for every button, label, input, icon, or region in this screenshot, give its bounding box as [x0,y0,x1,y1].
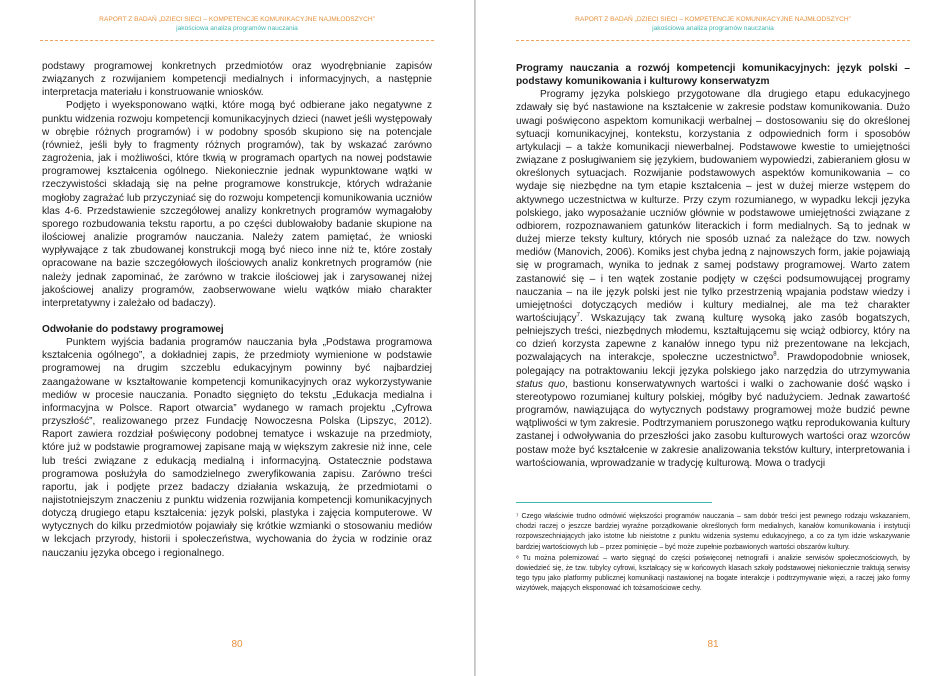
paragraph [516,88,910,470]
header-divider [40,40,434,41]
paragraph: Podjęto i wyeksponowano wątki, które mogą być odbierane jako negatywne z punktu widzenia rozwoju kompetencji komunikacyjnych dzieci (nawet jeśli występowały w obrębie różnych programów) i w podobny sposób skupiono się na potencjale (również, jeśli były to fragmenty różnych programów), tak by wskazać zarówno zagrożenia, jak i możliwości, które tkwią w programach opartych na nowej podstawie programowej kształcenia ogólnego. Niekoniecznie jednak wypunktowane wątki w rzeczywistości składają się na pełne programowe konstrukcje, których wdrażanie mogłoby zagrażać lub przyczyniać się do rozwoju kompetencji komunikowania uczniów klas 4-6. Przedstawienie szczegółowej analizy konkretnych programów wymagałoby sporego rozbudowania tekstu raportu, a po części dublowałoby badanie skupione na ilościowej analizie programów nauczania. Należy zatem pamiętać, że wnioski wypływające z tak zbudowanej konstrukcji mogą być nieco inne niż te, które zostały opracowane na bazie szczegółowych ilościowych analiz konkretnych programów (nie należy jednak zapominać, że zarówno w trakcie ilościowej jak i zarysowanej niżej jakościowej analizy programów, zaobserwowane wielu wątków miało charakter interpretatywny i zależało od badaczy). [42,100,432,309]
left-page [0,0,474,676]
text-run: . Wskazujący tak zwaną kulturę wysoką jako zasób bogatszych, pełniejszych treści, niezbędnych młodemu, kształtującemu się wciąż odbiorcy, który na co dzień korzysta zapewne z kanałów innego typu niż prezentowane na lekcjach, pozwalających na interakcje, społeczne uczestnictwo [516,312,910,364]
left-body-text [42,60,432,560]
right-body-text [516,62,910,470]
header-divider [516,40,910,41]
footnote-divider [516,502,712,503]
page-number: 80 [231,639,243,650]
paragraph: Punktem wyjścia badania programów nauczania była „Podstawa programowa kształcenia ogólnego”, a dokładniej zapis, że przedmioty wymienione w podstawie programowej na drugim szczeblu edukacyjnym powinny być najbardziej zaangażowane w kształtowanie kompetencji komunikacyjnych oraz wykorzystywanie mediów w procesie nauczania. Ponadto sięgnięto do tekstu „Edukacja medialna i informacyjna w Polsce. Raport otwarcia” wydanego w ramach projektu „Cyfrowa przyszłość”, realizowanego przez Fundację Nowoczesna Polska (Lipszyc, 2012). Raport zawiera rozdział poświęcony podobnej tematyce i wskazuje na przedmioty, które już w podstawie programowej zapisane mają w większym zakresie niż inne, cele lub treści związane z edukacją medialną i informacyjną. Ostatecznie podstawa programowa posłużyła do samodzielnego zweryfikowania zapisu. Zarówno treści raportu, jak i podjęte przez badaczy działania wskazują, że przedmiotami o najistotniejszym znaczeniu z punktu widzenia rozwijania kompetencji komunikacyjnych dotyczą drugiego etapu kształcenia: język polski, plastyka i zajęcia komputerowe. W wytycznych do kilku przedmiotów pojawiały się krótkie wzmianki o stosowaniu mediów w lekcjach przyrody, historii i społeczeństwa, wychowania do życia w rodzinie oraz nauczaniu języka obcego i regionalnego. [42,337,432,559]
page-header [516,15,910,33]
section-heading: Odwołanie do podstawy programowej [42,323,224,335]
footnote-ref: 7 [576,312,580,319]
text-run: . Prawdopodobnie wniosek, polegający na potraktowaniu lekcji języka polskiego jako narzędzia do utrzymywania [516,352,910,377]
page-header [40,15,434,33]
text-run: Programy języka polskiego przygotowane dla drugiego etapu edukacyjnego zdawały się być nastawione na kształcenie w zakresie podstaw komunikowania. Dużo uwagi poświęcono aspektom komunikacji werbalnej – dostosowaniu się do określonej sytuacji komunikacyjnej, kontekstu, korzystania z odpowiednich form i sposobów artykulacji – a także komunikacji niewerbalnej. Podstawowe kwestie to umiejętności związane z posługiwaniem się językiem, budowaniem wypowiedzi, zabieraniem głosu w określonych sytuacjach. Rozwijanie podstawowych aspektów komunikowania – co wydaje się niezbędne na tym etapie kształcenia – jest w dużej mierze wstępem do aktywnego uczestnictwa w kulturze. Przy czym rozumianego, w wypadku lekcji języka polskiego, jako wyposażanie uczniów głównie w podstawowe umiejętności związane z odbiorem, rozpoznawaniem gatunków literackich i form medialnych. Są to jednak w dużej mierze teksty kultury, których nie sposób uznać za należące do tzw. nowych mediów (Manovich, 2006). Komiks jest chyba jedną z najnowszych form, jakie pojawiają się w programach, wynika to jednak z samej podstawy programowej. Warto zatem zastanowić się – i ten wątek zostanie podjęty w części podsumowującej programy nauczania – na ile język polski jest nie tylko przestrzenią wpajania podstaw wiedzy i umiejętności dotyczących mediów i kultury medialnej, ale ma też charakter wartościujący [516,89,910,324]
header-title: RAPORT Z BADAŃ „DZIECI SIECI – KOMPETENCJE KOMUNIKACYJNE NAJMŁODSZYCH” [99,16,375,23]
page-number: 81 [707,639,719,650]
right-page [476,0,950,676]
section-heading: Programy nauczania a rozwój kompetencji komunikacyjnych: język polski – podstawy komunikowania i kulturowy konserwatyzm [516,63,910,88]
header-subtitle: jakościowa analiza programów nauczania [652,25,774,32]
paragraph: podstawy programowej konkretnych przedmiotów oraz wyodrębnianie zapisów związanych z rozwijaniem kompetencji medialnych i informacyjnych, a następnie interpretacja materiału i konstruowanie wniosków. [42,61,432,99]
header-subtitle: jakościowa analiza programów nauczania [176,25,298,32]
footnote: ⁸ Tu można polemizować – warto sięgnąć do części poświęconej netnografii i analizie serwisów społecznościowych, by dowiedzieć się, że tzw. tubylcy cyfrowi, kształcący się w końcowych klasach szkoły podstawowej niekoniecznie traktują serwisy tego typu jako platformy publicznej komunikacji nastawionej na bogate interakcje i podtrzymywanie więzi, a raczej jako formy wizytówek, mających eksponować ich tożsamościowe cechy. [516,554,910,593]
footnote-ref: 8 [773,352,777,359]
footnote: ⁷ Czego właściwie trudno odmówić większości programów nauczania – sam dobór treści jest pewnego rodzaju wskazaniem, chodzi raczej o jeszcze bardziej wyraźne porządkowanie określonych form medialnych, kanałów komunikowania i instytucji rozpowszechniających jako istotne lub nieistotne z punktu widzenia systemu edukacyjnego, a co za tym idzie wskazywanie bardziej wartościowych lub – przez pominięcie – być może zupełnie pozbawionych wartości obszarów kultury. [516,513,910,551]
emphasis: status quo [516,378,565,390]
text-run: , bastionu konserwatywnych wartości i walki o zachowanie dość wąsko i stereotypowo rozumianej kultury polskiej, mógłby być nadużyciem. Jednak zawartość programów, nawiązująca do wytycznych podstawy programowej może budzić pewne wątpliwości w tym zakresie. Podtrzymaniem poruszonego wątku reprodukowania kultury zastanej i odwoływania do przeszłości jako zasobu kulturowych wartości oraz wzorców postaw może być kształcenie w zakresie analizowania tekstów kultury, interpretowania i wartościowania, wprowadzanie w tradycję kulturową. Mowa o tradycji [516,378,910,469]
footnotes [516,512,910,596]
header-title: RAPORT Z BADAŃ „DZIECI SIECI – KOMPETENCJE KOMUNIKACYJNE NAJMŁODSZYCH” [575,16,851,23]
